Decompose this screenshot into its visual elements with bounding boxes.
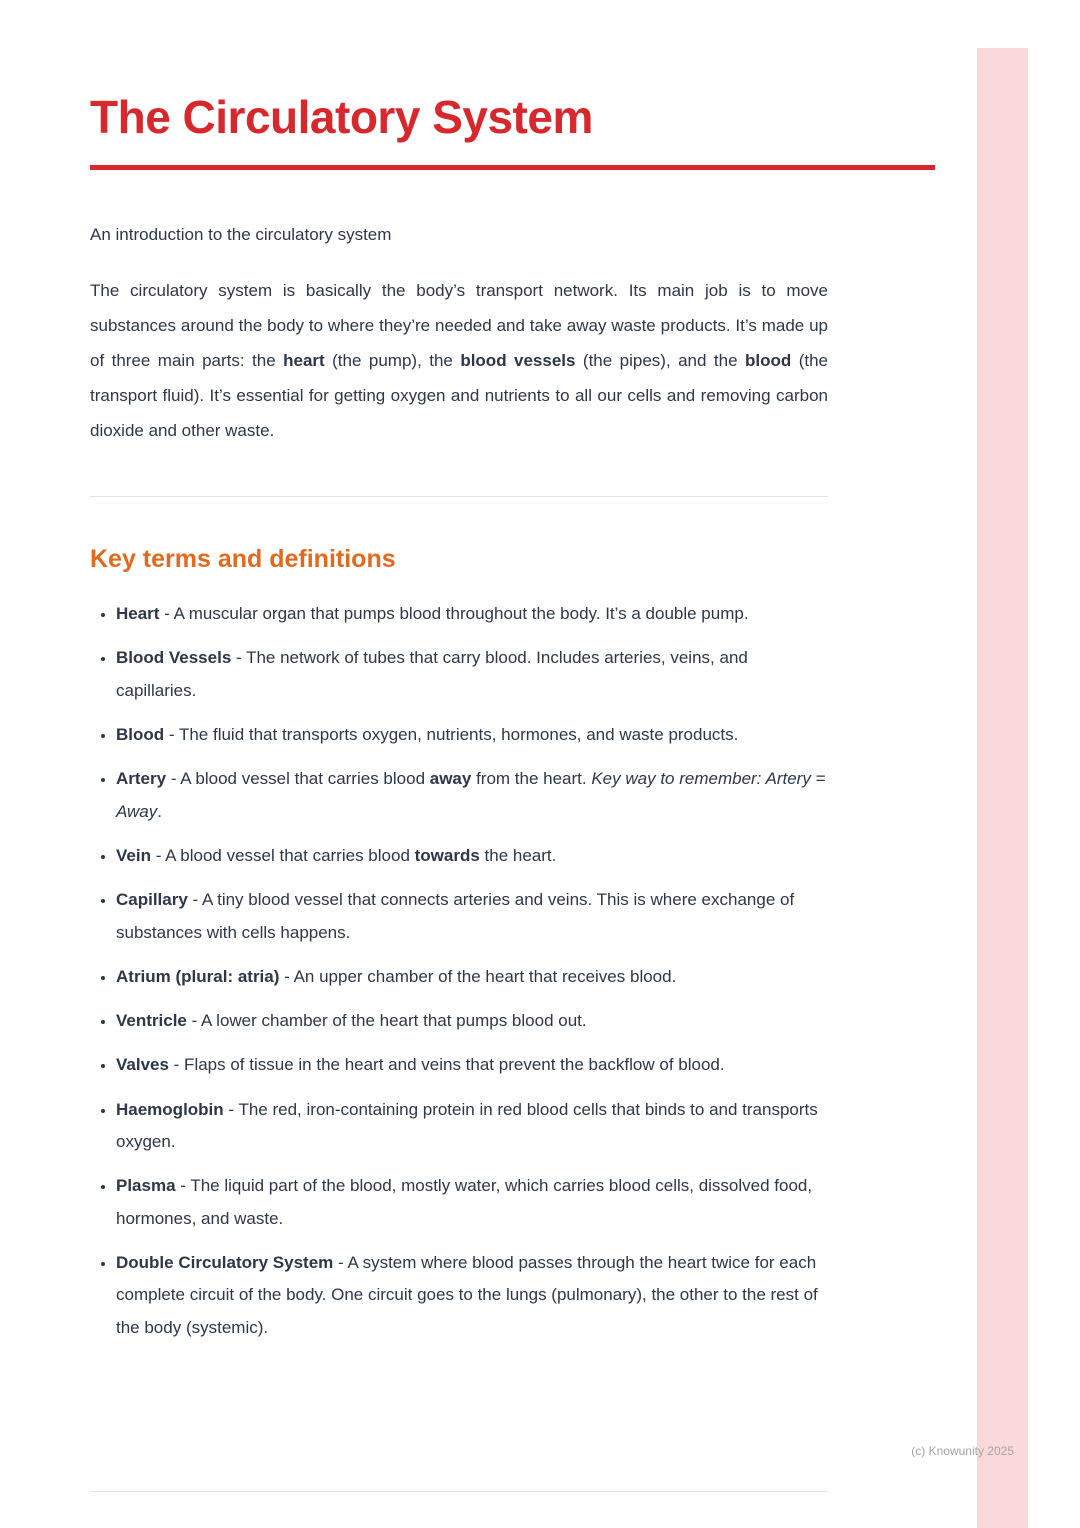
text-segment: Key way to remember: Artery = Away xyxy=(116,769,826,821)
title-rule xyxy=(90,165,935,170)
text-segment: The circulatory system is basically the body’s transport network. Its main job is to move substances around the body to where they’re needed and take away waste products. It’s made up of three main parts: the xyxy=(90,281,828,371)
term-item xyxy=(116,961,828,993)
term-item xyxy=(116,1049,828,1081)
text-segment: Valves xyxy=(116,1055,169,1075)
text-segment: - The liquid part of the blood, mostly water, which carries blood cells, dissolved food, hormones, and waste. xyxy=(116,1176,813,1228)
text-segment: from the heart. xyxy=(471,769,592,789)
text-segment: - A tiny blood vessel that connects arteries and veins. This is where exchange of substances with cells happens. xyxy=(116,890,795,942)
text-segment: . xyxy=(157,801,162,821)
divider-top xyxy=(90,496,828,497)
text-segment: the heart. xyxy=(479,845,557,865)
intro-paragraph xyxy=(90,273,828,448)
divider-bottom xyxy=(90,1491,828,1492)
text-segment: - A system where blood passes through the heart twice for each complete circuit of the body. One circuit goes to the lungs (pulmonary), the other to the rest of the body (systemic). xyxy=(116,1252,818,1337)
text-segment: heart xyxy=(283,351,325,371)
text-segment: Double Circulatory System xyxy=(116,1252,334,1272)
text-segment: Heart xyxy=(116,604,160,624)
term-item xyxy=(116,1247,828,1344)
text-segment: - A blood vessel that carries blood xyxy=(166,769,430,789)
text-segment: - A muscular organ that pumps blood throughout the body. It’s a double pump. xyxy=(159,604,749,624)
term-item xyxy=(116,642,828,707)
section-heading: Key terms and definitions xyxy=(90,545,396,574)
text-segment: Blood xyxy=(116,725,165,745)
side-stripe xyxy=(977,48,1028,1528)
text-segment: away xyxy=(429,769,472,789)
page-title: The Circulatory System xyxy=(90,91,593,143)
text-segment: Capillary xyxy=(116,890,188,910)
footer-credit: (c) Knowunity 2025 xyxy=(911,1444,1014,1458)
text-segment: blood vessels xyxy=(460,351,576,371)
text-segment: - The network of tubes that carry blood. Includes arteries, veins, and capillaries. xyxy=(116,648,748,700)
term-item xyxy=(116,840,828,872)
text-segment: Atrium (plural: atria) xyxy=(116,966,280,986)
term-item xyxy=(116,719,828,751)
terms-list xyxy=(90,598,828,1344)
text-segment: (the pump), the xyxy=(324,351,461,371)
term-item xyxy=(116,1005,828,1037)
text-segment: - The red, iron-containing protein in red blood cells that binds to and transports oxygen. xyxy=(116,1099,818,1152)
text-segment: - An upper chamber of the heart that receives blood. xyxy=(279,966,677,986)
text-segment: Vein xyxy=(116,845,151,865)
text-segment: Haemoglobin xyxy=(116,1099,224,1119)
text-segment: towards xyxy=(414,845,480,865)
term-item xyxy=(116,598,828,630)
term-item xyxy=(116,884,828,949)
text-segment: - The fluid that transports oxygen, nutrients, hormones, and waste products. xyxy=(164,725,739,745)
text-segment: (the transport fluid). It’s essential for getting oxygen and nutrients to all our cells and removing carbon dioxide and other waste. xyxy=(90,351,828,441)
term-item xyxy=(116,1170,828,1235)
text-segment: - A lower chamber of the heart that pumps blood out. xyxy=(186,1011,587,1031)
text-segment: Plasma xyxy=(116,1176,176,1196)
text-segment: Artery xyxy=(116,769,167,789)
text-segment: (the pipes), and the xyxy=(575,351,745,371)
text-segment: - Flaps of tissue in the heart and veins that prevent the backflow of blood. xyxy=(168,1055,725,1075)
text-segment: Ventricle xyxy=(116,1011,187,1031)
term-item xyxy=(116,763,828,828)
intro-line: An introduction to the circulatory system xyxy=(90,224,392,244)
text-segment: blood xyxy=(744,351,792,371)
text-segment: Blood Vessels xyxy=(116,648,232,668)
term-item xyxy=(116,1094,828,1159)
text-segment: - A blood vessel that carries blood xyxy=(150,845,415,865)
